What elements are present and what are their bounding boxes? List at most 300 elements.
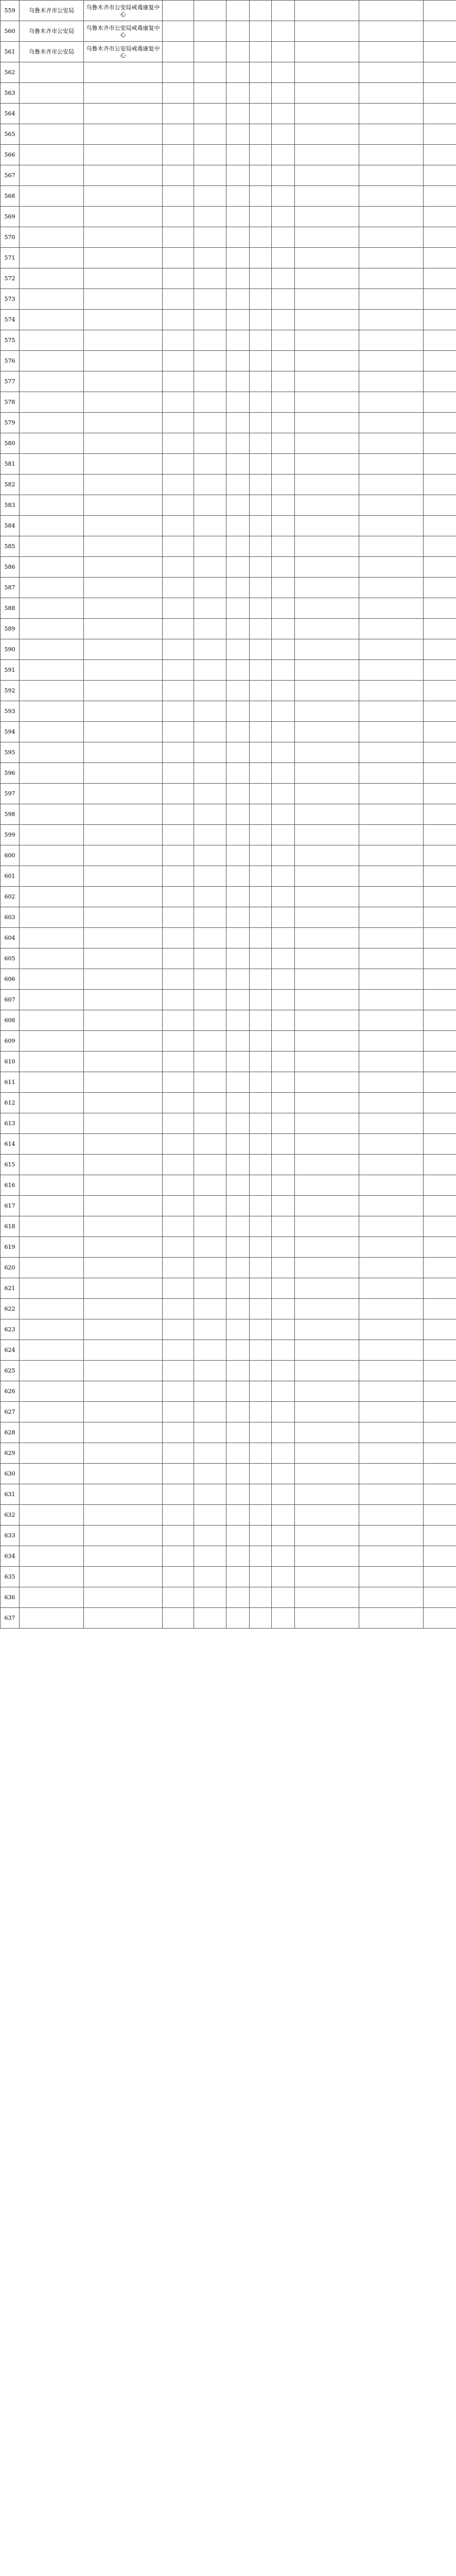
- table-row: [1, 1464, 456, 1484]
- headcount-cell: [250, 1546, 272, 1567]
- education-cell: [295, 124, 359, 145]
- row-number-cell: 563: [1, 83, 20, 104]
- education-cell: [295, 207, 359, 227]
- position-cell: [194, 289, 226, 310]
- recruit-area-cell: [272, 1567, 295, 1587]
- position-cell: [194, 536, 226, 557]
- education-cell: [295, 371, 359, 392]
- other-requirement-cell: [424, 557, 456, 578]
- table-row: [1, 248, 456, 268]
- headcount-cell: [250, 1072, 272, 1093]
- education-cell: [295, 1402, 359, 1422]
- department-cell: [163, 516, 194, 536]
- row-number-cell: 635: [1, 1567, 20, 1587]
- department-cell: [163, 1464, 194, 1484]
- table-row: [1, 681, 456, 701]
- position-type-cell: [226, 536, 250, 557]
- row-number-cell: 588: [1, 598, 20, 619]
- position-cell: [194, 1381, 226, 1402]
- position-type-cell: [226, 104, 250, 124]
- education-cell: [295, 639, 359, 660]
- row-number-cell: 601: [1, 866, 20, 887]
- position-type-cell: [226, 887, 250, 907]
- row-number-cell: 602: [1, 887, 20, 907]
- organization-cell: [20, 804, 84, 825]
- headcount-cell: [250, 969, 272, 990]
- table-body: [1, 1, 456, 1629]
- unit-cell: [84, 1381, 163, 1402]
- organization-cell: [20, 1010, 84, 1031]
- organization-cell: [20, 536, 84, 557]
- major-cell: [359, 289, 424, 310]
- position-cell: [194, 1526, 226, 1546]
- education-cell: [295, 1052, 359, 1072]
- position-cell: [194, 887, 226, 907]
- other-requirement-cell: [424, 1093, 456, 1113]
- table-row: [1, 887, 456, 907]
- other-requirement-cell: [424, 62, 456, 83]
- position-type-cell: [226, 1587, 250, 1608]
- department-cell: [163, 248, 194, 268]
- headcount-cell: [250, 145, 272, 165]
- other-requirement-cell: [424, 1422, 456, 1443]
- position-type-cell: [226, 227, 250, 248]
- position-type-cell: [226, 681, 250, 701]
- recruit-area-cell: [272, 907, 295, 928]
- major-cell: [359, 1381, 424, 1402]
- organization-cell: [20, 433, 84, 454]
- major-cell: [359, 1093, 424, 1113]
- position-type-cell: [226, 474, 250, 495]
- position-cell: [194, 619, 226, 639]
- education-cell: [295, 454, 359, 474]
- headcount-cell: [250, 330, 272, 351]
- organization-cell: [20, 1216, 84, 1237]
- table-row: [1, 42, 456, 62]
- unit-cell: [84, 948, 163, 969]
- department-cell: [163, 42, 194, 62]
- recruit-area-cell: [272, 1381, 295, 1402]
- organization-cell: [20, 1113, 84, 1134]
- position-cell: [194, 371, 226, 392]
- table-row: [1, 516, 456, 536]
- headcount-cell: [250, 227, 272, 248]
- education-cell: [295, 474, 359, 495]
- unit-cell: [84, 413, 163, 433]
- recruit-area-cell: [272, 804, 295, 825]
- row-number-cell: 572: [1, 268, 20, 289]
- department-cell: [163, 392, 194, 413]
- unit-cell: [84, 681, 163, 701]
- other-requirement-cell: [424, 887, 456, 907]
- recruit-area-cell: [272, 186, 295, 207]
- other-requirement-cell: [424, 598, 456, 619]
- headcount-cell: [250, 124, 272, 145]
- row-number-cell: 591: [1, 660, 20, 681]
- unit-cell: [84, 330, 163, 351]
- row-number-cell: 576: [1, 351, 20, 371]
- row-number-cell: 589: [1, 619, 20, 639]
- organization-cell: [20, 495, 84, 516]
- education-cell: [295, 1587, 359, 1608]
- table-row: [1, 454, 456, 474]
- row-number-cell: 634: [1, 1546, 20, 1567]
- unit-cell: [84, 268, 163, 289]
- table-row: [1, 948, 456, 969]
- position-cell: [194, 1546, 226, 1567]
- table-row: [1, 310, 456, 330]
- recruit-area-cell: [272, 619, 295, 639]
- department-cell: [163, 1546, 194, 1567]
- education-cell: [295, 1010, 359, 1031]
- organization-cell: [20, 1484, 84, 1505]
- table-row: [1, 928, 456, 948]
- row-number-cell: 603: [1, 907, 20, 928]
- unit-cell: [84, 1484, 163, 1505]
- major-cell: [359, 1155, 424, 1175]
- major-cell: [359, 516, 424, 536]
- table-row: [1, 598, 456, 619]
- position-cell: [194, 1216, 226, 1237]
- unit-cell: [84, 1113, 163, 1134]
- other-requirement-cell: [424, 990, 456, 1010]
- position-cell: [194, 1113, 226, 1134]
- department-cell: [163, 1422, 194, 1443]
- other-requirement-cell: [424, 763, 456, 784]
- organization-cell: 乌鲁木齐市公安局: [20, 1, 84, 21]
- table-row: [1, 1546, 456, 1567]
- organization-cell: [20, 186, 84, 207]
- row-number-cell: 628: [1, 1422, 20, 1443]
- education-cell: [295, 1505, 359, 1526]
- recruit-area-cell: [272, 990, 295, 1010]
- row-number-cell: 575: [1, 330, 20, 351]
- position-type-cell: [226, 1505, 250, 1526]
- row-number-cell: 626: [1, 1381, 20, 1402]
- recruit-area-cell: [272, 371, 295, 392]
- position-cell: [194, 454, 226, 474]
- position-type-cell: [226, 639, 250, 660]
- table-row: [1, 1093, 456, 1113]
- recruit-area-cell: [272, 83, 295, 104]
- row-number-cell: 579: [1, 413, 20, 433]
- position-cell: [194, 1, 226, 21]
- department-cell: [163, 1237, 194, 1258]
- table-row: [1, 1052, 456, 1072]
- unit-cell: [84, 62, 163, 83]
- table-row: [1, 21, 456, 42]
- position-type-cell: [226, 145, 250, 165]
- education-cell: [295, 866, 359, 887]
- row-number-cell: 606: [1, 969, 20, 990]
- headcount-cell: [250, 1319, 272, 1340]
- position-type-cell: [226, 1237, 250, 1258]
- organization-cell: [20, 1196, 84, 1216]
- position-type-cell: [226, 413, 250, 433]
- major-cell: [359, 310, 424, 330]
- headcount-cell: [250, 701, 272, 722]
- position-cell: [194, 948, 226, 969]
- table-row: [1, 392, 456, 413]
- headcount-cell: [250, 371, 272, 392]
- other-requirement-cell: [424, 371, 456, 392]
- organization-cell: [20, 1422, 84, 1443]
- organization-cell: [20, 845, 84, 866]
- headcount-cell: [250, 1134, 272, 1155]
- department-cell: [163, 722, 194, 742]
- table-row: [1, 433, 456, 454]
- row-number-cell: 627: [1, 1402, 20, 1422]
- department-cell: [163, 1031, 194, 1052]
- unit-cell: [84, 1546, 163, 1567]
- organization-cell: [20, 392, 84, 413]
- department-cell: [163, 784, 194, 804]
- major-cell: [359, 907, 424, 928]
- organization-cell: [20, 1052, 84, 1072]
- headcount-cell: [250, 248, 272, 268]
- unit-cell: 乌鲁木齐市公安局戒毒康复中心: [84, 42, 163, 62]
- headcount-cell: [250, 722, 272, 742]
- department-cell: [163, 227, 194, 248]
- position-type-cell: [226, 433, 250, 454]
- other-requirement-cell: [424, 1587, 456, 1608]
- position-type-cell: [226, 1546, 250, 1567]
- unit-cell: [84, 825, 163, 845]
- table-row: [1, 1587, 456, 1608]
- headcount-cell: [250, 784, 272, 804]
- row-number-cell: 577: [1, 371, 20, 392]
- department-cell: [163, 1299, 194, 1319]
- organization-cell: [20, 124, 84, 145]
- unit-cell: [84, 969, 163, 990]
- position-cell: [194, 1196, 226, 1216]
- major-cell: [359, 639, 424, 660]
- unit-cell: [84, 1258, 163, 1278]
- organization-cell: [20, 371, 84, 392]
- position-cell: [194, 784, 226, 804]
- education-cell: [295, 1, 359, 21]
- major-cell: [359, 763, 424, 784]
- row-number-cell: 566: [1, 145, 20, 165]
- other-requirement-cell: [424, 1299, 456, 1319]
- other-requirement-cell: [424, 845, 456, 866]
- headcount-cell: [250, 1526, 272, 1546]
- position-type-cell: [226, 1155, 250, 1175]
- headcount-cell: [250, 516, 272, 536]
- headcount-cell: [250, 887, 272, 907]
- table-row: [1, 578, 456, 598]
- organization-cell: [20, 1546, 84, 1567]
- education-cell: [295, 1526, 359, 1546]
- headcount-cell: [250, 1258, 272, 1278]
- organization-cell: [20, 660, 84, 681]
- position-type-cell: [226, 1340, 250, 1361]
- organization-cell: [20, 268, 84, 289]
- organization-cell: [20, 1505, 84, 1526]
- position-type-cell: [226, 1093, 250, 1113]
- organization-cell: [20, 1319, 84, 1340]
- headcount-cell: [250, 1175, 272, 1196]
- unit-cell: [84, 1319, 163, 1340]
- education-cell: [295, 825, 359, 845]
- organization-cell: [20, 104, 84, 124]
- position-type-cell: [226, 1567, 250, 1587]
- other-requirement-cell: [424, 351, 456, 371]
- organization-cell: [20, 578, 84, 598]
- table-row: [1, 1175, 456, 1196]
- position-cell: [194, 1155, 226, 1175]
- recruit-area-cell: [272, 104, 295, 124]
- unit-cell: [84, 165, 163, 186]
- headcount-cell: [250, 21, 272, 42]
- unit-cell: [84, 433, 163, 454]
- recruit-area-cell: [272, 1072, 295, 1093]
- position-type-cell: [226, 742, 250, 763]
- headcount-cell: [250, 866, 272, 887]
- headcount-cell: [250, 598, 272, 619]
- unit-cell: [84, 1072, 163, 1093]
- headcount-cell: [250, 495, 272, 516]
- headcount-cell: [250, 1567, 272, 1587]
- headcount-cell: [250, 1299, 272, 1319]
- recruit-area-cell: [272, 845, 295, 866]
- education-cell: [295, 948, 359, 969]
- position-cell: [194, 701, 226, 722]
- position-type-cell: [226, 1422, 250, 1443]
- row-number-cell: 593: [1, 701, 20, 722]
- organization-cell: [20, 165, 84, 186]
- position-type-cell: [226, 804, 250, 825]
- department-cell: [163, 351, 194, 371]
- table-row: [1, 474, 456, 495]
- row-number-cell: 587: [1, 578, 20, 598]
- unit-cell: [84, 578, 163, 598]
- recruit-area-cell: [272, 1155, 295, 1175]
- unit-cell: [84, 619, 163, 639]
- major-cell: [359, 1340, 424, 1361]
- unit-cell: [84, 990, 163, 1010]
- position-cell: [194, 1031, 226, 1052]
- education-cell: [295, 701, 359, 722]
- department-cell: [163, 1505, 194, 1526]
- other-requirement-cell: [424, 866, 456, 887]
- position-cell: [194, 1093, 226, 1113]
- position-type-cell: [226, 1443, 250, 1464]
- position-type-cell: [226, 866, 250, 887]
- position-type-cell: [226, 1052, 250, 1072]
- education-cell: [295, 248, 359, 268]
- row-number-cell: 590: [1, 639, 20, 660]
- headcount-cell: [250, 1113, 272, 1134]
- recruit-area-cell: [272, 1278, 295, 1299]
- row-number-cell: 561: [1, 42, 20, 62]
- table-row: [1, 1113, 456, 1134]
- major-cell: [359, 701, 424, 722]
- position-cell: [194, 1402, 226, 1422]
- row-number-cell: 610: [1, 1052, 20, 1072]
- education-cell: [295, 516, 359, 536]
- position-cell: [194, 227, 226, 248]
- education-cell: [295, 330, 359, 351]
- table-row: [1, 1381, 456, 1402]
- department-cell: [163, 21, 194, 42]
- other-requirement-cell: [424, 907, 456, 928]
- row-number-cell: 586: [1, 557, 20, 578]
- position-type-cell: [226, 701, 250, 722]
- recruit-area-cell: [272, 62, 295, 83]
- position-cell: [194, 433, 226, 454]
- position-type-cell: [226, 392, 250, 413]
- unit-cell: [84, 1567, 163, 1587]
- department-cell: [163, 371, 194, 392]
- other-requirement-cell: [424, 1484, 456, 1505]
- education-cell: [295, 907, 359, 928]
- headcount-cell: [250, 1464, 272, 1484]
- unit-cell: [84, 516, 163, 536]
- department-cell: [163, 433, 194, 454]
- department-cell: [163, 1361, 194, 1381]
- major-cell: [359, 42, 424, 62]
- education-cell: [295, 1299, 359, 1319]
- unit-cell: [84, 722, 163, 742]
- education-cell: [295, 557, 359, 578]
- department-cell: [163, 804, 194, 825]
- major-cell: [359, 887, 424, 907]
- position-type-cell: [226, 21, 250, 42]
- headcount-cell: [250, 660, 272, 681]
- other-requirement-cell: [424, 1052, 456, 1072]
- education-cell: [295, 289, 359, 310]
- row-number-cell: 621: [1, 1278, 20, 1299]
- position-type-cell: [226, 825, 250, 845]
- position-cell: [194, 207, 226, 227]
- recruit-area-cell: [272, 124, 295, 145]
- education-cell: [295, 1155, 359, 1175]
- table-row: [1, 866, 456, 887]
- row-number-cell: 604: [1, 928, 20, 948]
- unit-cell: [84, 557, 163, 578]
- other-requirement-cell: [424, 948, 456, 969]
- education-cell: [295, 990, 359, 1010]
- other-requirement-cell: [424, 1443, 456, 1464]
- position-cell: [194, 124, 226, 145]
- major-cell: [359, 1010, 424, 1031]
- other-requirement-cell: [424, 701, 456, 722]
- unit-cell: [84, 371, 163, 392]
- organization-cell: [20, 1155, 84, 1175]
- table-row: [1, 289, 456, 310]
- headcount-cell: [250, 1402, 272, 1422]
- table-row: [1, 1155, 456, 1175]
- position-cell: [194, 1175, 226, 1196]
- position-type-cell: [226, 948, 250, 969]
- table-row: [1, 371, 456, 392]
- organization-cell: [20, 887, 84, 907]
- table-row: [1, 907, 456, 928]
- table-row: [1, 351, 456, 371]
- recruit-area-cell: [272, 1361, 295, 1381]
- row-number-cell: 598: [1, 804, 20, 825]
- other-requirement-cell: [424, 413, 456, 433]
- organization-cell: [20, 681, 84, 701]
- other-requirement-cell: [424, 804, 456, 825]
- major-cell: [359, 1567, 424, 1587]
- education-cell: [295, 104, 359, 124]
- department-cell: [163, 742, 194, 763]
- department-cell: [163, 413, 194, 433]
- department-cell: [163, 1, 194, 21]
- row-number-cell: 597: [1, 784, 20, 804]
